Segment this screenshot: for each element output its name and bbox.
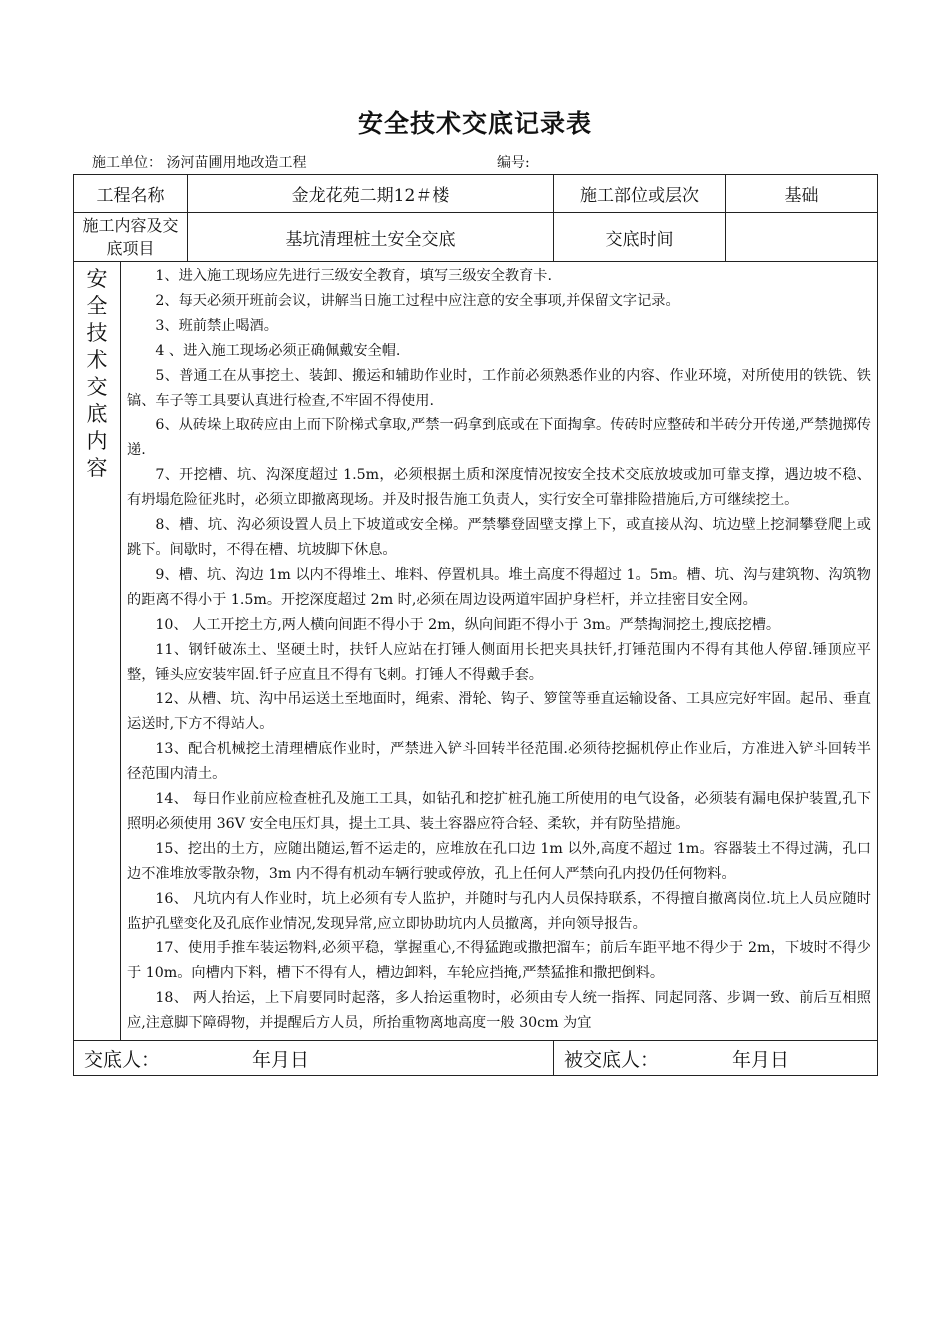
content-item: 12、从槽、坑、沟中吊运送土至地面时，绳索、滑轮、钩子、箩筐等垂直运输设备、工具应完好牢固。起吊、垂直运送时,下方不得站人。 [127,691,871,733]
construction-unit [92,152,306,172]
construction-part-value: 基础 [726,175,878,213]
project-row [74,175,878,213]
content-item-label: 施工内容及交底项目 [74,213,188,262]
content-item: 9、槽、坑、沟边 1m 以内不得堆土、堆料、停置机具。堆土高度不得超过 1。5m。槽、坑、沟与建筑物、沟筑物的距离不得小于 1.5m。开挖深度超过 2m 时,必须在周边设两道牢固护身栏杆，并立挂密目安全网。 [127,566,871,608]
safety-content-side-label [74,262,121,1041]
number-label: 编号: [497,155,530,171]
side-char: 安 [86,267,108,291]
content-item-value: 基坑清理桩土安全交底 [188,213,554,262]
construction-part-label: 施工部位或层次 [554,175,726,213]
content-item: 18、 两人抬运，上下肩要同时起落，多人抬运重物时，必须由专人统一指挥、同起同落、步调一致、前后互相照应,注意脚下障碍物，并提醒后方人员，所抬重物离地高度一般 30cm 为宜 [127,990,871,1032]
content-item: 6、从砖垛上取砖应由上而下阶梯式拿取,严禁一码拿到底或在下面掏拿。传砖时应整砖和半砖分开传递,严禁抛掷传递. [127,417,871,459]
giver-date: 年月日 [252,1048,310,1071]
side-char: 全 [86,294,108,318]
briefing-time-label: 交底时间 [554,213,726,262]
side-char: 术 [86,348,108,372]
side-char: 交 [86,375,108,399]
document-number [497,152,530,172]
document-title: 安全技术交底记录表 [357,109,592,138]
side-char: 底 [86,402,108,426]
content-item: 10、 人工开挖土方,两人横向间距不得小于 2m，纵向间距不得小于 3m。严禁掏洞挖土,搜底挖槽。 [155,616,781,633]
unit-label: 施工单位： [92,155,162,171]
side-char: 技 [86,321,108,345]
content-item: 16、 凡坑内有人作业时，坑上必须有专人监护，并随时与孔内人员保持联系，不得擅自撤离岗位.坑上人员应随时监护孔壁变化及孔底作业情况,发现异常,应立即协助坑内人员撤离，并向领导报告。 [127,890,871,932]
receiver-label: 被交底人： [564,1048,660,1071]
unit-value: 汤河苗圃用地改造工程 [166,155,307,171]
briefing-receiver-cell [554,1041,878,1076]
content-item: 2、每天必须开班前会议，讲解当日施工过程中应注意的安全事项,并保留文字记录。 [155,292,680,309]
content-item: 15、挖出的土方，应随出随运,暂不运走的，应堆放在孔口边 1m 以外,高度不超过 1m。容器装土不得过满，孔口边不准堆放零散杂物，3m 内不得有机动车辆行驶或停放，孔上任何人严禁向孔内投仍任何物料。 [127,840,871,882]
content-item: 13、配合机械挖土清理槽底作业时，严禁进入铲斗回转半径范围.必须待挖掘机停止作业后，方准进入铲斗回转半径范围内清土。 [127,741,871,783]
content-item: 1、进入施工现场应先进行三级安全教育，填写三级安全教育卡. [155,268,552,284]
content-body-row [74,262,878,1041]
project-name-value: 金龙花苑二期12＃楼 [188,175,554,213]
content-item: 5、普通工在从事挖土、装卸、搬运和辅助作业时，工作前必须熟悉作业的内容、作业环境，对所使用的铁铣、铁镐、车子等工具要认真进行检查,不牢固不得使用. [127,367,871,409]
side-char: 内 [86,429,108,453]
content-item: 14、 每日作业前应检查桩孔及施工工具，如钻孔和挖扩桩孔施工所使用的电气设备，必须装有漏电保护装置,孔下照明必须使用 36V 安全电压灯具，提土工具、装土容器应符合轻、柔软，并有防坠措施。 [127,791,871,832]
content-item: 8、槽、坑、沟必须设置人员上下坡道或安全梯。严禁攀登固壁支撑上下，或直接从沟、坑边壁上挖洞攀登爬上或跳下。间歇时，不得在槽、坑坡脚下休息。 [127,517,871,558]
receiver-date: 年月日 [732,1048,790,1071]
briefing-time-value [726,213,878,262]
briefing-giver-cell [74,1041,554,1076]
content-row [74,213,878,262]
side-char: 容 [86,456,108,480]
content-item: 11、钢钎破冻土、坚硬土时，扶钎人应站在打锤人侧面用长把夹具扶钎,打锤范围内不得有其他人停留.锤顶应平整，锤头应安装牢固.钎子应直且不得有飞刺。打锤人不得戴手套。 [127,641,871,683]
giver-label: 交底人： [84,1048,161,1071]
record-table [73,174,878,1076]
content-item: 3、班前禁止喝酒。 [155,317,278,334]
safety-content-body [121,262,878,1041]
content-item: 17、使用手推车装运物料,必须平稳，掌握重心,不得猛跑或撒把溜车；前后车距平地不得少于 2m，下坡时不得少于 10m。向槽内下料，槽下不得有人，槽边卸料，车轮应挡掩,严禁猛推和撒把倒料。 [127,940,871,982]
signature-row [74,1041,878,1076]
content-item: 7、开挖槽、坑、沟深度超过 1.5m，必须根据土质和深度情况按安全技术交底放坡或加可靠支撑，遇边坡不稳、有坍塌危险征兆时，必须立即撤离现场。并及时报告施工负责人，实行安全可靠排险措施后,方可继续挖土。 [127,467,871,509]
project-name-label: 工程名称 [74,175,188,213]
content-item: 4 、进入施工现场必须正确佩戴安全帽. [155,342,401,359]
